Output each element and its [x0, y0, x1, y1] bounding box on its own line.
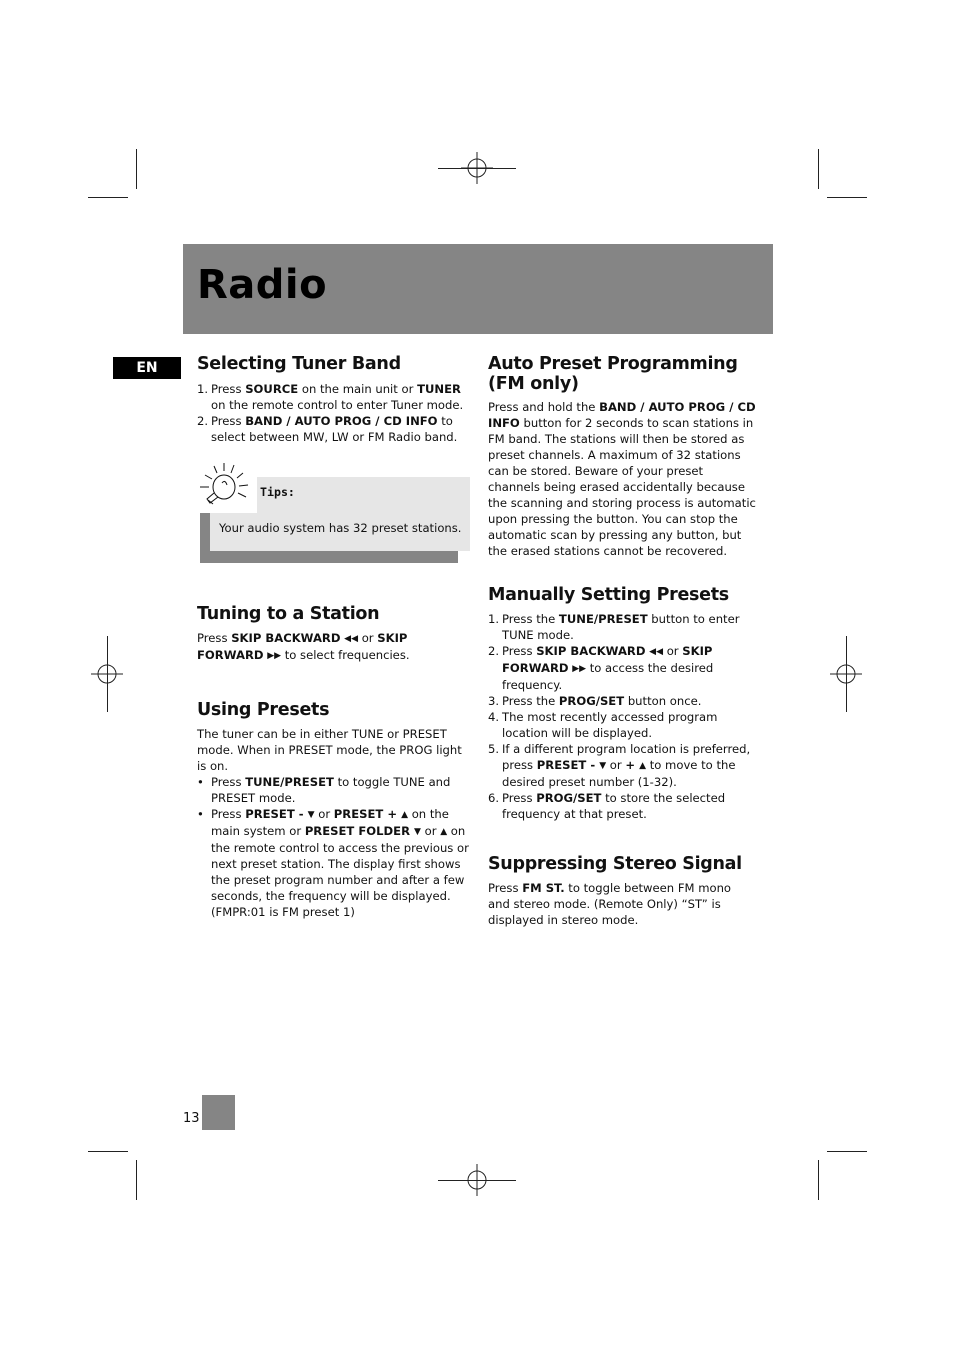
bold-text: PROG/SET	[536, 791, 602, 805]
text: or	[606, 758, 626, 772]
language-tab: EN	[113, 357, 181, 379]
skip-backward-icon: ◀◀	[344, 634, 359, 644]
skip-forward-icon: ▶▶	[267, 651, 282, 661]
list-item	[488, 709, 756, 741]
bold-text: PROG/SET	[558, 694, 625, 708]
crop-mark	[818, 1160, 819, 1200]
text: Press the	[502, 694, 559, 708]
step-number: 6.	[488, 791, 500, 805]
crop-mark	[827, 1151, 867, 1152]
tips-label: Tips:	[260, 485, 295, 499]
text: button for 2 seconds to scan stations in FM band. The stations will then be stored as preset channels. A maximum of 32 stations can be stored. Beware of your preset channels being erased accidentally because the scanning and storing process is automatic upon pressing the button. You can stop the automatic scan by pressing any button, but the erased stations cannot be recovered.	[488, 416, 756, 558]
up-arrow-icon: ▲	[639, 761, 647, 771]
text: Press and hold the	[488, 400, 600, 414]
text: button to enter TUNE mode.	[502, 612, 740, 642]
section-stereo-signal	[488, 854, 756, 928]
title-band	[183, 244, 773, 334]
step-number: 4.	[488, 710, 500, 724]
text: to toggle TUNE and PRESET mode.	[211, 775, 451, 805]
step-text: to select between MW, LW or FM Radio band.	[211, 414, 458, 444]
list-item	[488, 643, 756, 693]
skip-backward-icon: ◀◀	[649, 647, 664, 657]
step-bold: BAND / AUTO PROG / CD INFO	[245, 414, 438, 428]
step-number: 2.	[488, 644, 500, 658]
text: Press	[211, 807, 246, 821]
text: to move to the desired preset number (1-32).	[502, 758, 736, 789]
list-item	[197, 806, 469, 920]
paragraph	[488, 399, 756, 559]
bold-text: SKIP FORWARD	[502, 644, 713, 675]
list-item	[197, 774, 469, 806]
step-number: 3.	[488, 694, 500, 708]
section-heading: (FM only)	[488, 374, 579, 394]
up-arrow-icon: ▲	[440, 827, 448, 837]
down-arrow-icon: ▼	[414, 827, 421, 837]
text: button once.	[624, 694, 702, 708]
step-text: Press	[211, 414, 246, 428]
bold-text: BAND / AUTO PROG / CD INFO	[488, 400, 756, 430]
section-heading: Manually Setting Presets	[488, 585, 729, 605]
steps-list	[488, 611, 756, 822]
list-item	[197, 381, 469, 413]
step-number: 1.	[197, 382, 209, 396]
crop-mark	[846, 636, 847, 712]
crop-mark	[88, 1151, 128, 1152]
list-item	[488, 741, 756, 790]
text: or	[420, 824, 441, 838]
down-arrow-icon: ▼	[307, 810, 315, 820]
paragraph	[488, 880, 756, 928]
section-heading: Selecting Tuner Band	[197, 354, 401, 374]
text: on the main system or	[211, 807, 449, 838]
bold-text: TUNE/PRESET	[558, 612, 648, 626]
text: on the remote control to access the previous or next preset station. The display first shows the preset program number and after a few seconds, the frequency will be displayed. (FMPR:01 is FM preset 1)	[211, 824, 469, 919]
bold-text: PRESET -	[536, 758, 600, 772]
section-heading: Suppressing Stereo Signal	[488, 854, 742, 874]
text: Press	[488, 881, 523, 895]
bold-text: PRESET +	[333, 807, 402, 821]
bold-text: PRESET FOLDER	[304, 824, 415, 838]
paragraph: The tuner can be in either TUNE or PRESET mode. When in PRESET mode, the PROG light is on.	[197, 727, 462, 773]
section-tuning-station	[197, 604, 469, 664]
text: or	[314, 807, 334, 821]
step-bold: TUNER	[417, 382, 461, 396]
bold-text: PRESET -	[245, 807, 308, 821]
page-number: 13	[183, 1111, 200, 1126]
bold-text: FM ST.	[522, 881, 565, 895]
up-arrow-icon: ▲	[401, 810, 409, 820]
text: to toggle between FM mono and stereo mode. (Remote Only) “ST” is displayed in stereo mode.	[488, 881, 732, 927]
bold-text: SKIP FORWARD	[197, 631, 408, 662]
text: Press	[211, 775, 246, 789]
section-selecting-tuner-band	[197, 354, 469, 445]
steps-list	[197, 381, 469, 445]
section-auto-preset	[488, 354, 756, 559]
bullet: •	[197, 807, 204, 821]
crop-mark	[438, 1180, 516, 1181]
bold-text: +	[625, 758, 640, 772]
section-using-presets	[197, 700, 469, 920]
step-bold: SOURCE	[245, 382, 299, 396]
down-arrow-icon: ▼	[599, 761, 607, 771]
crop-mark	[818, 149, 819, 189]
paragraph	[197, 630, 469, 664]
text: or	[358, 631, 378, 645]
text: The most recently accessed program location will be displayed.	[502, 710, 718, 740]
step-text: on the remote control to enter Tuner mode.	[211, 398, 464, 412]
text: to access the desired frequency.	[502, 661, 714, 692]
text: If a different program location is preferred, press	[502, 742, 751, 772]
crop-mark	[438, 168, 516, 169]
text: to store the selected frequency at that preset.	[502, 791, 726, 821]
list-item	[197, 413, 469, 445]
section-heading: Using Presets	[197, 700, 330, 720]
bold-text: SKIP BACKWARD	[231, 631, 341, 645]
text: Press the	[502, 612, 559, 626]
section-manual-presets	[488, 585, 756, 822]
list-item	[488, 693, 756, 709]
bold-text: TUNE/PRESET	[245, 775, 334, 789]
page-marker	[202, 1095, 235, 1130]
section-heading: Auto Preset Programming	[488, 354, 738, 374]
step-number: 5.	[488, 742, 500, 756]
step-number: 1.	[488, 612, 500, 626]
tips-text: Your audio system has 32 preset stations.	[219, 521, 462, 535]
text: Press	[502, 644, 537, 658]
section-heading: Tuning to a Station	[197, 604, 380, 624]
text: Press	[197, 631, 232, 645]
crop-mark	[107, 636, 108, 712]
crop-mark	[136, 1160, 137, 1200]
lightbulb-icon	[194, 455, 256, 517]
crop-mark	[136, 149, 137, 189]
list-item	[488, 790, 756, 822]
step-number: 2.	[197, 414, 209, 428]
text: Press	[502, 791, 537, 805]
text: or	[663, 644, 683, 658]
crop-mark	[88, 197, 128, 198]
text: to select frequencies.	[281, 648, 410, 662]
bullet-list	[197, 774, 469, 920]
page-title: Radio	[197, 262, 328, 308]
crop-mark	[827, 197, 867, 198]
list-item	[488, 611, 756, 643]
skip-forward-icon: ▶▶	[572, 664, 587, 674]
step-text: on the main unit or	[298, 382, 418, 396]
bold-text: SKIP BACKWARD	[536, 644, 646, 658]
step-text: Press	[211, 382, 246, 396]
bullet: •	[197, 775, 204, 789]
tips-box	[200, 477, 470, 563]
